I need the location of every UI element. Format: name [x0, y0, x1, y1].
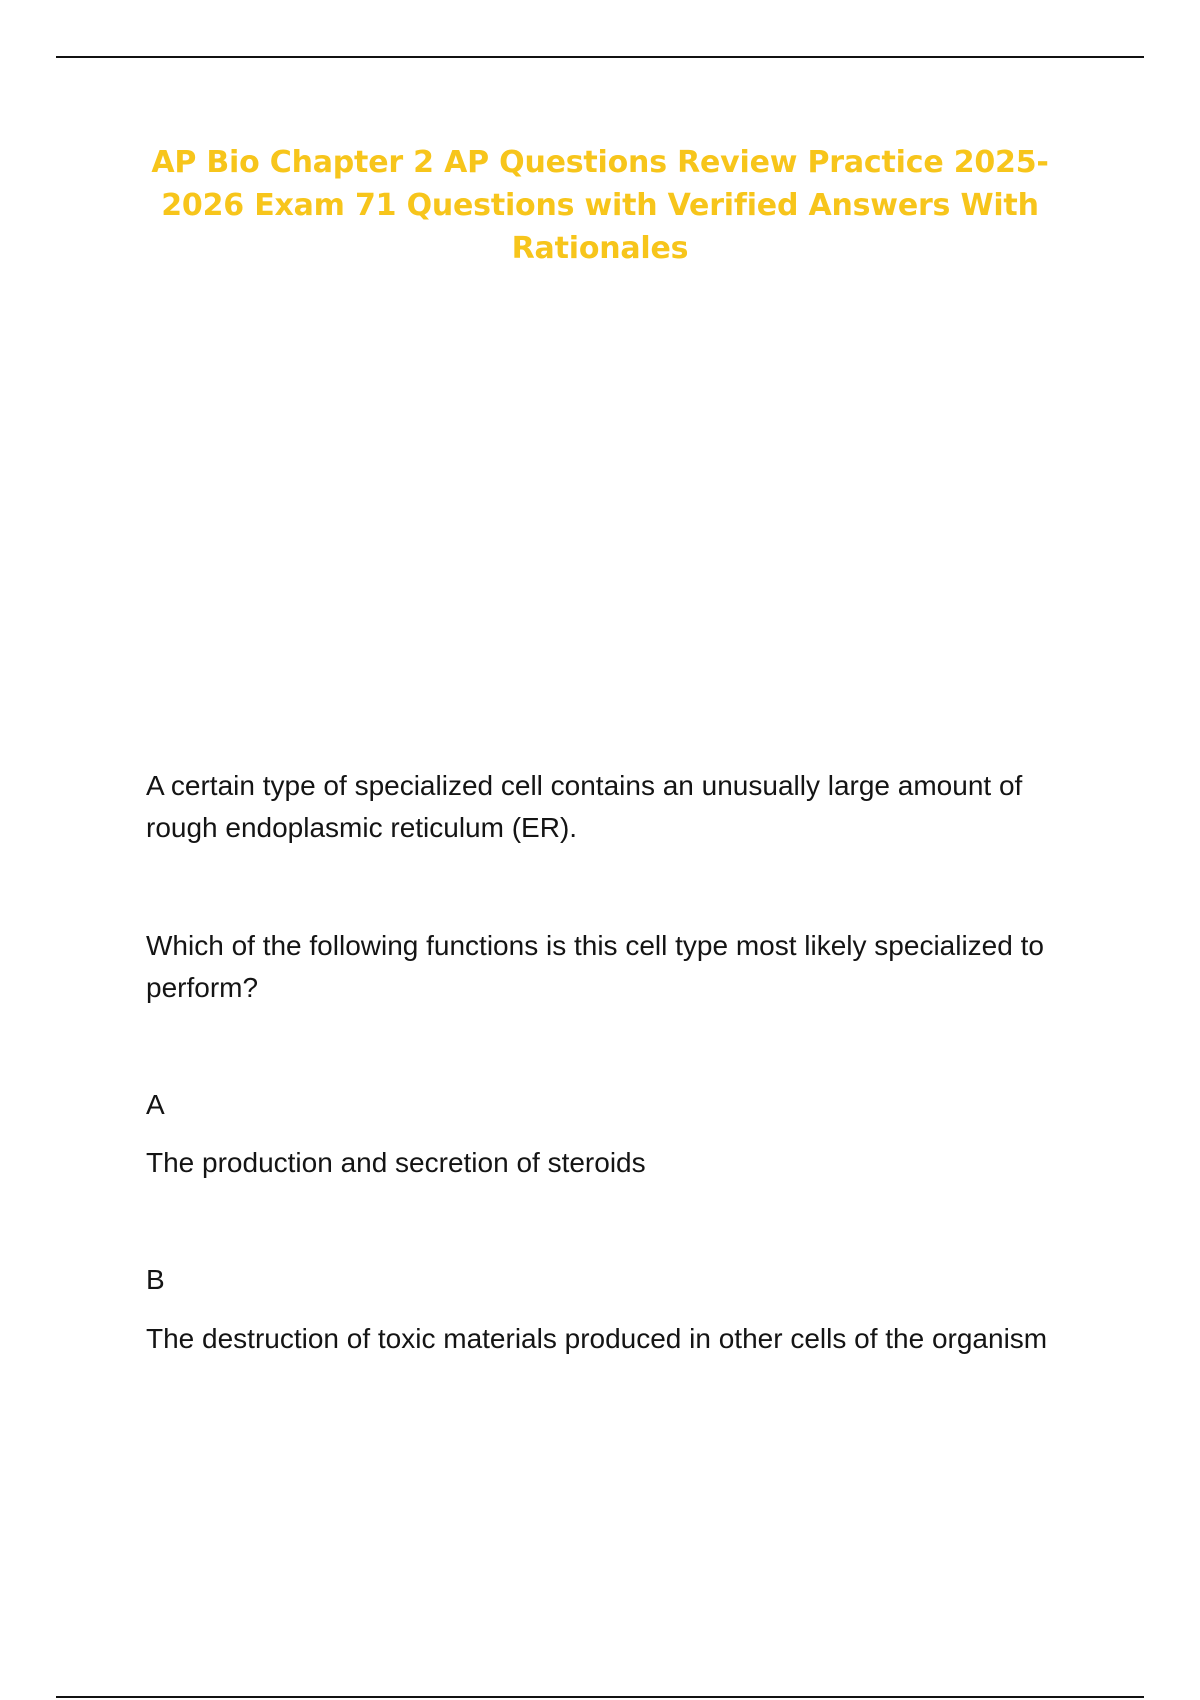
option-a-text: The production and secretion of steroids: [146, 1147, 646, 1178]
top-divider: [56, 56, 1144, 58]
question-stem: A certain type of specialized cell contains an unusually large amount of rough endoplasmic reticulum (ER).: [146, 770, 1023, 843]
option-b-letter: B: [146, 1264, 165, 1295]
bottom-divider: [56, 1696, 1144, 1698]
option-b-text: The destruction of toxic materials produced in other cells of the organism: [146, 1323, 1048, 1354]
document-title: AP Bio Chapter 2 AP Questions Review Practice 2025-2026 Exam 71 Questions with Verified Answers With Rationales: [151, 145, 1049, 266]
question-prompt: Which of the following functions is this cell type most likely specialized to perform?: [146, 930, 1044, 1003]
option-a-letter: A: [146, 1089, 165, 1120]
